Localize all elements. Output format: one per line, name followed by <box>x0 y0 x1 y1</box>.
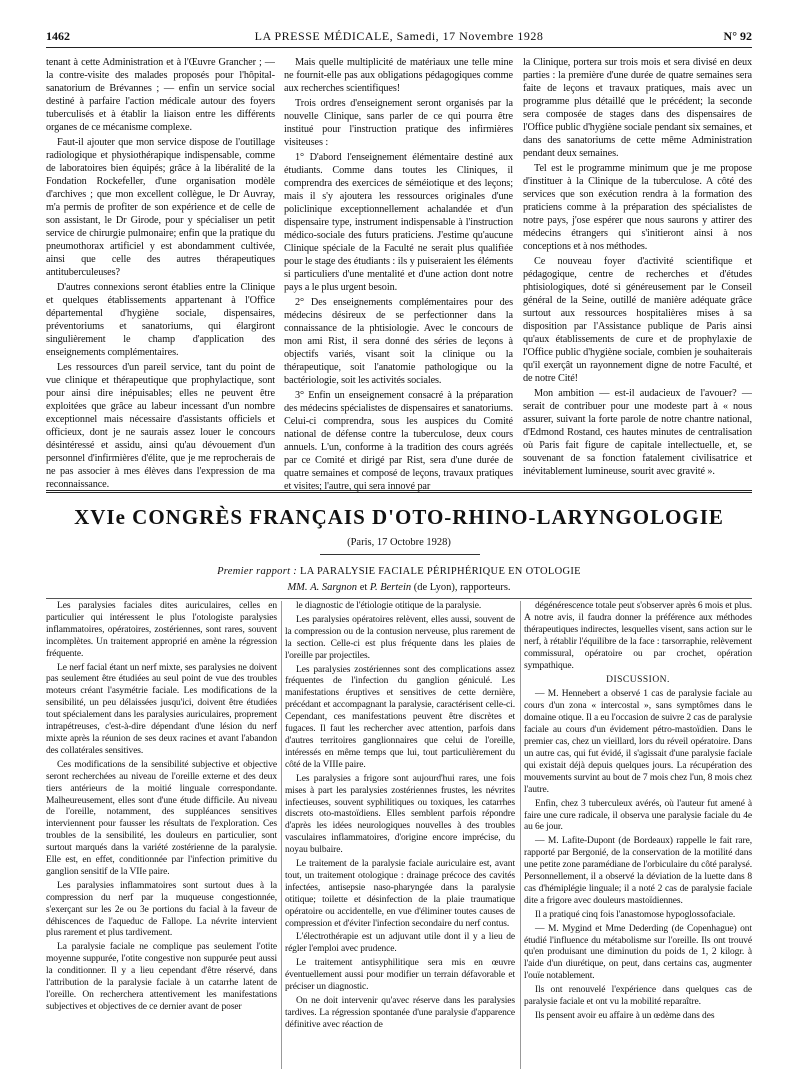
paragraph: Le traitement de la paralysie faciale auriculaire est, avant tout, un traitement otologique : drainage précoce des cavités infectées, antisepsie naso-pharyngée dans la paralysie otitique; toilette et désinfection de la plaie traumatique opératoire ou accidentelle, en vue d'éliminer toutes causes de compression et d'éviter l'infection secondaire du nerf contus. <box>285 859 515 929</box>
paragraph: D'autres connexions seront établies entre la Clinique et quelques établissements appartenant à l'Office départemental d'hygiène sociale, dispensaires, préventoriums et sanatoriums, qui élargiront singulièrement le champ d'application des enseignements complémentaires. <box>46 282 275 358</box>
paragraph: Les ressources d'un pareil service, tant du point de vue clinique et thérapeutique que prophylactique, sont pour ainsi dire inépuisables; elles ne peuvent être exploitées que grâce au labeur incessant d'un nombre exceptionnel mais nécessaire d'assistants officiels et officieux, dont je ne saurais assez louer le concours désintéressé et assidu, ainsi qu'au dévouement d'un personnel d'infirmières d'élite, que je me reprocherais de ne pas associer à mes élèves dans l'expression de ma reconnaissance. <box>46 362 275 490</box>
paragraph: Le nerf facial étant un nerf mixte, ses paralysies ne doivent pas seulement être étudiées au seul point de vue des troubles moteurs créant l'asymétrie faciale. Les modifications de la sensibilité, un peu délaissées jusqu'ici, doivent être étudiées tout spécialement dans les paralysies auriculaires, proprement intrapétreuses, c'est-à-dire dépendant d'une lésion du nerf mixte après la réunion de ses deux racines et avant l'abandon des collatérales sensitives. <box>46 662 277 756</box>
paragraph: Les paralysies opératoires relèvent, elles aussi, souvent de la compression ou de la contusion nerveuse, plus rarement de la section. Celle-ci est plus fréquente dans les plaies de l'oreille par projectiles. <box>285 614 515 661</box>
paragraph: L'électrothérapie est un adjuvant utile dont il y a lieu de régler l'emploi avec prudence. <box>285 932 515 955</box>
top-column-2 <box>284 56 513 495</box>
author-name: P. Bertein <box>369 582 412 593</box>
paragraph: Ils pensent avoir eu affaire à un œdème dans des <box>535 1011 715 1021</box>
paragraph: 3° Enfin un enseignement consacré à la préparation des médecins spécialistes de dispensaires et sanatoriums. Celui-ci comprendra, sous les auspices du Comité national de défense contre la tuberculose, deux cours annuels. L'un, conforme à la tradition des cours agréés par ce Comité et dirigé par Rist, sera d'une durée de quatre semaines et composé de leçons, travaux pratiques et visites; l'autre, qui sera innové par <box>284 390 513 492</box>
paragraph: — M. Mygind et Mme Dederding (de Copenhague) ont étudié l'influence du métabolisme sur l'oreille. Ils ont trouvé qu'en produisant une diminution du poids de 1, 2 kilogr. à l'aide d'un diurétique, on peut, dans certains cas, augmenter l'ouïe notablement. <box>524 923 752 982</box>
journal-title: LA PRESSE MÉDICALE, Samedi, 17 Novembre 1928 <box>254 29 544 43</box>
title-rule <box>320 554 480 555</box>
discussion-heading: DISCUSSION. <box>606 675 670 686</box>
authors-and: et <box>359 582 368 593</box>
page-header <box>46 29 752 48</box>
paragraph: — M. Hennebert a observé 1 cas de paralysie faciale au cours d'un zona « intercostal », sans symptômes dans le domaine otique. Il a eu l'occasion de suivre 2 cas de paralysie faciale au cours d'un évidement pétro-mastoïdien. Dans le premier cas, chez un vieillard, lors du réveil opératoire. Dans un autre cas, qui fut évidé, il s'agissait d'une paralysie faciale qui existait déjà depuis quelques jours. La récupération des mouvements survint au bout de 7 mois chez l'un, 8 mois chez l'autre. <box>524 689 752 795</box>
paragraph: Mon ambition — est-il audacieux de l'avouer? — serait de contribuer pour une modeste part à « nous assurer, suivant la forte parole de notre chantre national, d'Edmond Rostand, ces hautes minutes de centralisation où Paris fait figure de capitale intellectuelle, et, se souvenant de sa fonction fatalement civilisatrice et inévitablement lumineuse, sourit avec gravité ». <box>523 388 752 477</box>
paragraph: 1° D'abord l'enseignement élémentaire destiné aux étudiants. Comme dans toutes les Cliniques, il comprendra des exercices de séméiotique et des leçons; mais il s'y ajoutera les ressources originales d'une policlinique exceptionnellement achalandée et d'un dispensaire type, instrument indispensable à l'instruction médico-sociale des futurs praticiens. J'estime qu'aucune Clinique spéciale de la Faculté ne serait plus qualifiée pour le stage des étudiants : ils y puiseraient les éléments si particuliers d'une mentalité et d'une action dont notre pays a le plus urgent besoin. <box>284 152 513 293</box>
top-column-3 <box>523 56 752 480</box>
issue-number: N° 92 <box>723 29 752 43</box>
paragraph: 2° Des enseignements complémentaires pour des médecins désireux de se perfectionner dans la connaissance de la phtisiologie. Avec le concours de mon ami Rist, il sera donné des séries de leçons à objectifs variés, visant soit la clinique ou la thérapeutique, soit l'anatomie pathologique ou la bactériologie, soit les activités sociales. <box>284 297 513 386</box>
congress-report <box>46 601 752 1071</box>
report-column-3 <box>524 601 752 1069</box>
paragraph: Ces modifications de la sensibilité subjective et objective seront recherchées au niveau de l'oreille externe et des deux tiers antérieurs de la moitié linguale correspondante. Malheureusement, elles sont d'une étude difficile. Au niveau de l'oreille, notamment, des suppléances sensitives interviennent pour fausser les résultats de l'exploration. Ces troubles de la sensibilité, les douleurs en particulier, sont surtout marqués dans la variété zostérienne de la paralysie. Elle est, en effet, conditionnée par l'infection primitive du ganglion sensitif de la VIIe paire. <box>46 759 277 877</box>
paragraph: Ce nouveau foyer d'activité scientifique et pédagogique, centre de recherches et d'études phtisiologiques, doté si généreusement par le Conseil général de la Seine, outillé de manière adéquate grâce surtout aux ressources hospitalières mises à sa disposition par l'Assistance publique de Paris ainsi qu'aux établissements de cure et de prophylaxie de l'Office public d'hygiène sociale, combien je souhaiterais qu'il exerçât un rayonnement digne de notre Faculté, et de notre Cité! <box>523 256 752 384</box>
paragraph: Mais quelle multiplicité de matériaux une telle mine ne fournit-elle pas aux obligations pédagogiques comme aux recherches scientifiques! <box>284 57 513 94</box>
paragraph: On ne doit intervenir qu'avec réserve dans les paralysies tardives. La régression spontanée d'une paralysie d'apparence définitive avec réaction de <box>285 996 515 1030</box>
congress-subtitle: (Paris, 17 Octobre 1928) <box>347 537 451 548</box>
congress-title: XVIe CONGRÈS FRANÇAIS D'OTO-RHINO-LARYNGOLOGIE <box>74 505 724 529</box>
paragraph: Faut-il ajouter que mon service dispose de l'outillage radiologique et physiothérapique indispensable, comme de laboratoires bien équipés; grâce à la libéralité de la Fondation Rockefeller, d'une organisation modèle d'archives ; que mon excellent collègue, le Dr Auvray, m'a permis de profiter de son expérience et de celle de son assistant, le Dr Girode, pour y spécialiser un petit service de chirurgie pulmonaire; enfin que la pratique du pneumothorax artificiel y est abondamment cultivée, ainsi que celle des autres thérapeutiques antituberculeuses? <box>46 137 275 278</box>
report-label: Premier rapport : <box>217 566 298 577</box>
paragraph: dégénérescence totale peut s'observer après 6 mois et plus. A notre avis, il faudra donner la préférence aux méthodes thérapeutiques indirectes, lesquelles visent, sans action sur le nerf, à rétablir l'équilibre de la face : tarsorraphie, relèvement commissural, opératoire ou par crochet, opération sympathique. <box>524 601 752 671</box>
paragraph: la Clinique, portera sur trois mois et sera divisé en deux parties : la première d'une durée de quatre semaines sera faite de leçons et travaux pratiques, mais avec un programme plus détaillé que le précédent; la seconde sera composée de stages dans des dispensaires de l'Office public d'hygiène sociale pendant six semaines, et dans des sanatoriums de cette même Administration pendant deux semaines. <box>523 57 752 159</box>
paragraph: Tel est le programme minimum que je me propose d'instituer à la Clinique de la tuberculose. A côté des services que son exécution rendra à la formation des praticiens comme à la préparation des spécialistes de notre pays, j'ose espérer que nous saurons y attirer des médecins étrangers qui s'initieront ainsi à nos conceptions et à nos méthodes. <box>523 163 752 252</box>
paragraph: Il a pratiqué cinq fois l'anastomose hypoglossofaciale. <box>535 909 736 920</box>
page-number: 1462 <box>46 29 70 43</box>
report-column-1 <box>46 601 277 1069</box>
paragraph: le diagnostic de l'étiologie otitique de la paralysie. <box>296 601 482 611</box>
paragraph: Le traitement antisyphilitique sera mis en œuvre éventuellement aussi pour modifier un terrain défavorable et préciser un diagnostic. <box>285 958 515 993</box>
authors-prefix: MM. <box>287 582 308 593</box>
article-continuation <box>46 56 752 492</box>
report-rule <box>46 598 752 599</box>
author-name: A. Sargnon <box>310 582 358 593</box>
top-column-1 <box>46 56 275 493</box>
paragraph: Les paralysies a frigore sont aujourd'hui rares, une fois mises à part les paralysies zostériennes frustes, les névrites infectieuses, souvent syphilitiques ou toxiques, les catarrhes discrets oto-mastoïdiens. Elles semblent parfois répondre d'après les idées neurologiques nouvelles à des troubles vasculaires inflammatoires, d'origine encore imprécise, du noyau bulbaire. <box>285 773 515 856</box>
paragraph: Les paralysies faciales dites auriculaires, celles en particulier qui intéressent le plus l'otologiste paralysies inflammatoires, opératoires, zostériennes, sont rares, souvent incomplètes. Un traitement approprié en amène la régression fréquente. <box>46 601 277 659</box>
paragraph: La paralysie faciale ne complique pas seulement l'otite moyenne suppurée, l'otite congestive non suppurée peut aussi la conditionner. Il y a lieu cependant d'être réservé, dans l'attribution de la paralysie faciale à un catarrhe latent de l'oreille. On recherchera attentivement les manifestations subjectives et objectives de ce dernier avant de poser <box>46 942 277 1012</box>
report-heading <box>46 566 752 577</box>
paragraph: tenant à cette Administration et à l'Œuvre Grancher ; — la contre-visite des malades proposés pour l'hôpital-sanatorium de Brévannes ; — enfin un service social destiné à parfaire l'action médicale autour des foyers tuberculisés et à établir la liaison entre les différents organes de ce mécanisme complexe. <box>46 57 275 133</box>
report-title: LA PARALYSIE FACIALE PÉRIPHÉRIQUE EN OTOLOGIE <box>300 566 581 577</box>
authors-suffix: (de Lyon), rapporteurs. <box>413 582 511 593</box>
section-divider <box>46 490 752 493</box>
report-authors <box>46 582 752 593</box>
paragraph: Les paralysies inflammatoires sont surtout dues à la compression du nerf par la muqueuse congestionnée, s'exerçant sur les 2e ou 3e portions du facial à la faveur de déhiscences de l'aqueduc de Fallope. La névrite intervient plus rarement et plus tardivement. <box>46 880 277 939</box>
paragraph: Trois ordres d'enseignement seront organisés par la nouvelle Clinique, sans parler de ce qui pourra être institué pour l'instruction pratique des infirmières visiteuses : <box>284 98 513 148</box>
paragraph: Les paralysies zostériennes sont des complications assez fréquentes de l'infection du ganglion géniculé. Les manifestations éruptives et sensitives de cette dernière, précédant et accompagnant la paralysie, caractérisent celle-ci. Cependant, ces manifestations peuvent être discrètes et fugaces. Il faut les rechercher avec attention, parfois dans d'autres territoires ganglionnaires que celui de l'oreille, intéressés en même temps que lui, tout particulièrement du côté de la VIIIe paire. <box>285 664 515 770</box>
report-column-2 <box>285 601 515 1069</box>
column-rule <box>281 601 282 1069</box>
paragraph: Ils ont renouvelé l'expérience dans quelques cas de paralysie faciale et ont vu la mobilité reparaître. <box>524 985 752 1008</box>
paragraph: — M. Lafite-Dupont (de Bordeaux) rappelle le fait rare, rapporté par Bergonié, de la conservation de la motilité dans une petite zone paramédiane de l'orbiculaire du côté paralysé. Personnellement, il a observé la déviation de la luette dans 8 cas d'hémiplégie linguale; il a noté 2 cas de paralysie faciale dite a frigore avec douleurs mastoïdiennes. <box>524 836 752 906</box>
column-rule <box>520 601 521 1069</box>
paragraph: Enfin, chez 3 tuberculeux avérés, où l'auteur fut amené à faire une cure radicale, il observa une paralysie faciale du 4e au 6e jour. <box>524 798 752 833</box>
